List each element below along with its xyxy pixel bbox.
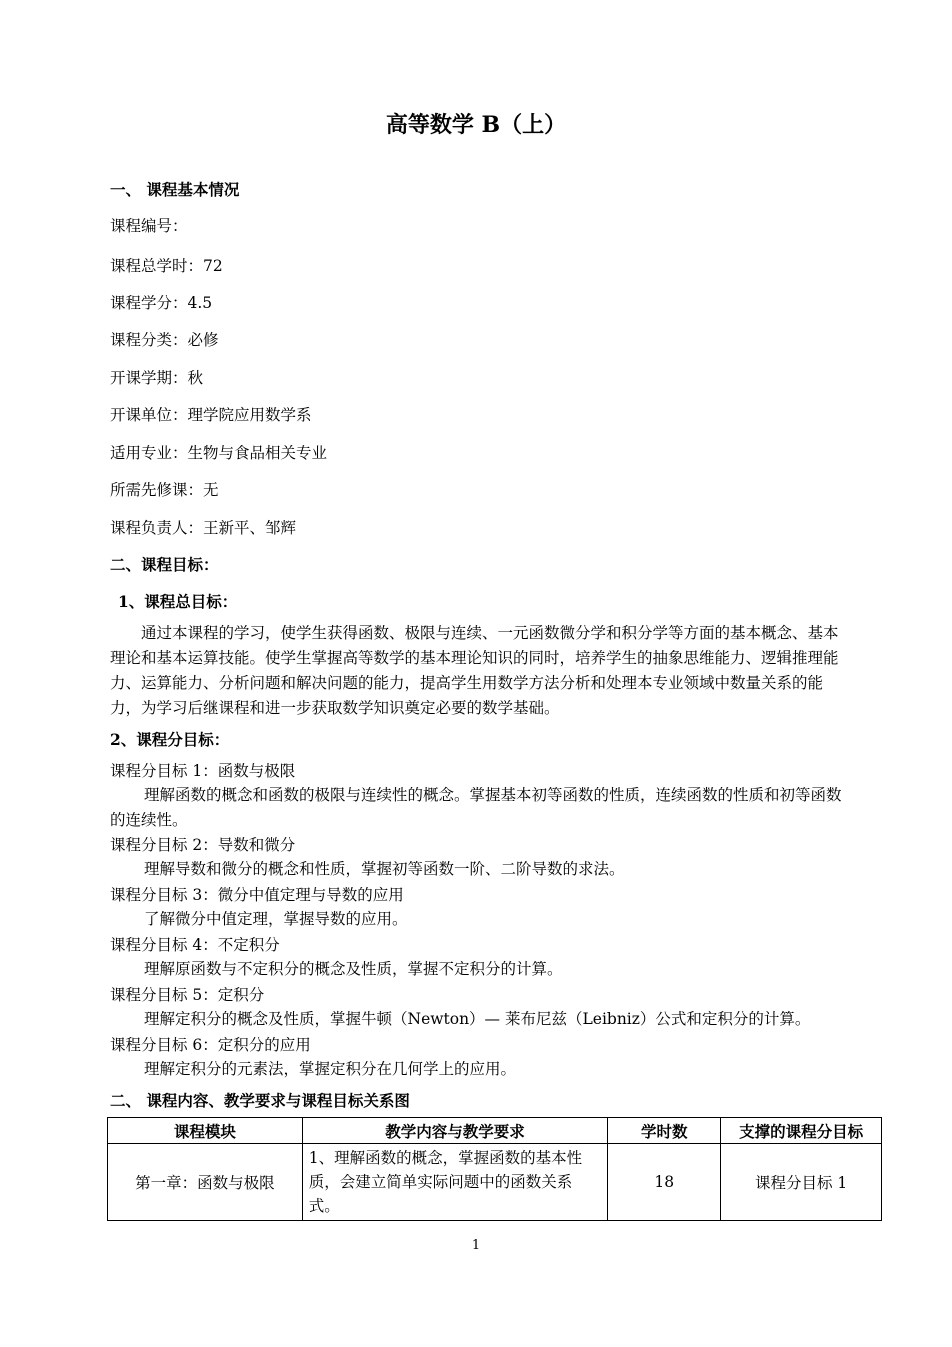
goal-1-desc: 理解函数的概念和函数的极限与连续性的概念。掌握基本初等函数的性质，连续函数的性质和初等函数的连续性。	[110, 786, 842, 829]
goal-1-title: 课程分目标 1：函数与极限	[110, 762, 296, 780]
goal-2-title: 课程分目标 2：导数和微分	[110, 836, 296, 854]
field-category: 课程分类：必修	[110, 331, 219, 349]
overall-objective-heading: 1、课程总目标：	[118, 592, 238, 611]
page-number: 1	[471, 1238, 481, 1253]
goal-6-desc: 理解定积分的元素法，掌握定积分在几何学上的应用。	[144, 1060, 517, 1078]
header-content: 教学内容与教学要求	[302, 1118, 608, 1144]
goal-4-desc: 理解原函数与不定积分的概念及性质，掌握不定积分的计算。	[144, 960, 563, 978]
cell-goal: 课程分目标 1	[721, 1144, 882, 1221]
header-hours: 学时数	[608, 1118, 721, 1144]
goal-3-title: 课程分目标 3：微分中值定理与导数的应用	[110, 886, 404, 904]
field-credits: 课程学分：4.5	[110, 294, 213, 312]
field-department: 开课单位：理学院应用数学系	[110, 406, 312, 424]
cell-module: 第一章：函数与极限	[108, 1144, 303, 1221]
table-row	[108, 1144, 882, 1221]
field-prerequisites: 所需先修课：无	[110, 481, 219, 499]
goal-2-desc: 理解导数和微分的概念和性质，掌握初等函数一阶、二阶导数的求法。	[144, 860, 625, 878]
field-total-hours: 课程总学时：72	[110, 257, 223, 275]
section-heading-basic-info: 一、 课程基本情况	[110, 180, 240, 199]
document-title: 高等数学 B（上）	[385, 112, 567, 138]
sub-objectives-heading: 2、课程分目标：	[110, 730, 230, 749]
cell-content: 1、理解函数的概念，掌握函数的基本性质，会建立简单实际问题中的函数关系式。	[302, 1144, 608, 1221]
field-majors: 适用专业：生物与食品相关专业	[110, 444, 328, 462]
field-semester: 开课学期：秋	[110, 369, 204, 387]
header-module: 课程模块	[108, 1118, 303, 1144]
section-heading-content: 二、 课程内容、教学要求与课程目标关系图	[110, 1091, 410, 1110]
cell-hours: 18	[608, 1144, 721, 1221]
table-header-row	[108, 1118, 882, 1144]
goal-5-title: 课程分目标 5：定积分	[110, 986, 265, 1004]
course-content-table	[107, 1117, 882, 1221]
goal-4-title: 课程分目标 4：不定积分	[110, 936, 280, 954]
overall-objective-text: 通过本课程的学习，使学生获得函数、极限与连续、一元函数微分学和积分学等方面的基本概念、基本理论和基本运算技能。使学生掌握高等数学的基本理论知识的同时，培养学生的抽象思维能力、逻辑推理能力、运算能力、分析问题和解决问题的能力，提高学生用数学方法分析和处理本专业领域中数量关系的能力，为学习后继课程和进一步获取数学知识奠定必要的数学基础。	[110, 624, 839, 717]
field-course-leader: 课程负责人：王新平、邹辉	[110, 519, 297, 537]
goal-5-desc: 理解定积分的概念及性质，掌握牛顿（Newton）— 莱布尼兹（Leibniz）公式和定积分的计算。	[144, 1010, 811, 1028]
field-course-code: 课程编号：	[110, 217, 188, 235]
section-heading-objectives: 二、课程目标：	[110, 555, 219, 574]
goal-3-desc: 了解微分中值定理，掌握导数的应用。	[144, 910, 408, 928]
header-goal: 支撑的课程分目标	[721, 1118, 882, 1144]
goal-6-title: 课程分目标 6：定积分的应用	[110, 1036, 311, 1054]
